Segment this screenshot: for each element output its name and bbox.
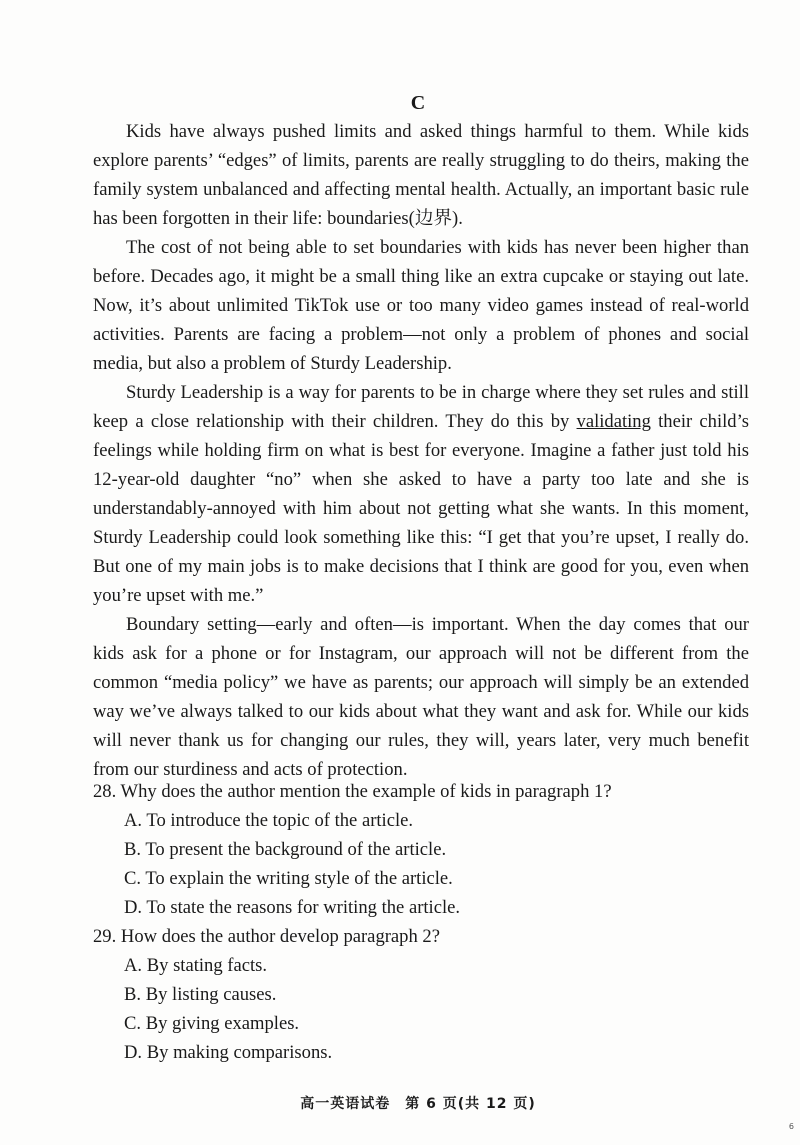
option-c: C. By giving examples.	[124, 1013, 300, 1034]
paragraph-3-after: their child’s feelings while holding firm on what is best for everyone. Imagine a father just told his 12-year-old daughter “no” when she asked to have a party too late and she is understandably-annoyed with him about not getting what she wants. In this moment, Sturdy Leadership could look something like this: “I get that you’re upset, I really do. But one of my main jobs is to make decisions that I think are good for you, even when you’re upset with me.”	[93, 411, 750, 606]
question-stem: 29. How does the author develop paragraph 2?	[93, 926, 440, 947]
question-28	[93, 777, 749, 922]
option-c: C. To explain the writing style of the article.	[124, 868, 453, 889]
option-a: A. To introduce the topic of the article.	[124, 810, 414, 831]
corner-page-mark: 6	[788, 1122, 794, 1131]
page-footer: 高一英语试卷 第 6 页(共 12 页)	[300, 1096, 536, 1112]
paragraph-1: Kids have always pushed limits and asked things harmful to them. While kids explore parents’ “edges” of limits, parents are really struggling to do theirs, making the family system unbalanced and affecting mental health. Actually, an important basic rule has been forgotten in their life: boundaries(边界).	[93, 121, 749, 229]
reading-passage	[93, 117, 749, 784]
option-b: B. To present the background of the article.	[124, 839, 447, 860]
paragraph-3	[93, 378, 749, 610]
question-stem: 28. Why does the author mention the example of kids in paragraph 1?	[93, 781, 612, 802]
question-list	[93, 777, 749, 1067]
option-a: A. By stating facts.	[124, 955, 268, 976]
paragraph-3-before: Sturdy Leadership is a way for parents to be in charge where they set rules and still keep a close relationship with their children. They do this by	[93, 382, 749, 432]
paragraph-2: The cost of not being able to set boundaries with kids has never been higher than before. Decades ago, it might be a small thing like an extra cupcake or staying out late. Now, it’s about unlimited TikTok use or too many video games instead of real-world activities. Parents are facing a problem—not only a problem of phones and social media, but also a problem of Sturdy Leadership.	[93, 237, 749, 374]
option-b: B. By listing causes.	[124, 984, 277, 1005]
option-d: D. To state the reasons for writing the article.	[124, 897, 461, 918]
paragraph-4: Boundary setting—early and often—is important. When the day comes that our kids ask for a phone or for Instagram, our approach will not be different from the common “media policy” we have as parents; our approach will simply be an extended way we’ve always talked to our kids about what they want and ask for. While our kids will never thank us for changing our rules, they will, years later, very much benefit from our sturdiness and acts of protection.	[93, 614, 749, 780]
underlined-word: validating	[576, 411, 651, 432]
section-heading: C	[410, 92, 426, 114]
option-d: D. By making comparisons.	[124, 1042, 333, 1063]
question-29	[93, 922, 749, 1067]
